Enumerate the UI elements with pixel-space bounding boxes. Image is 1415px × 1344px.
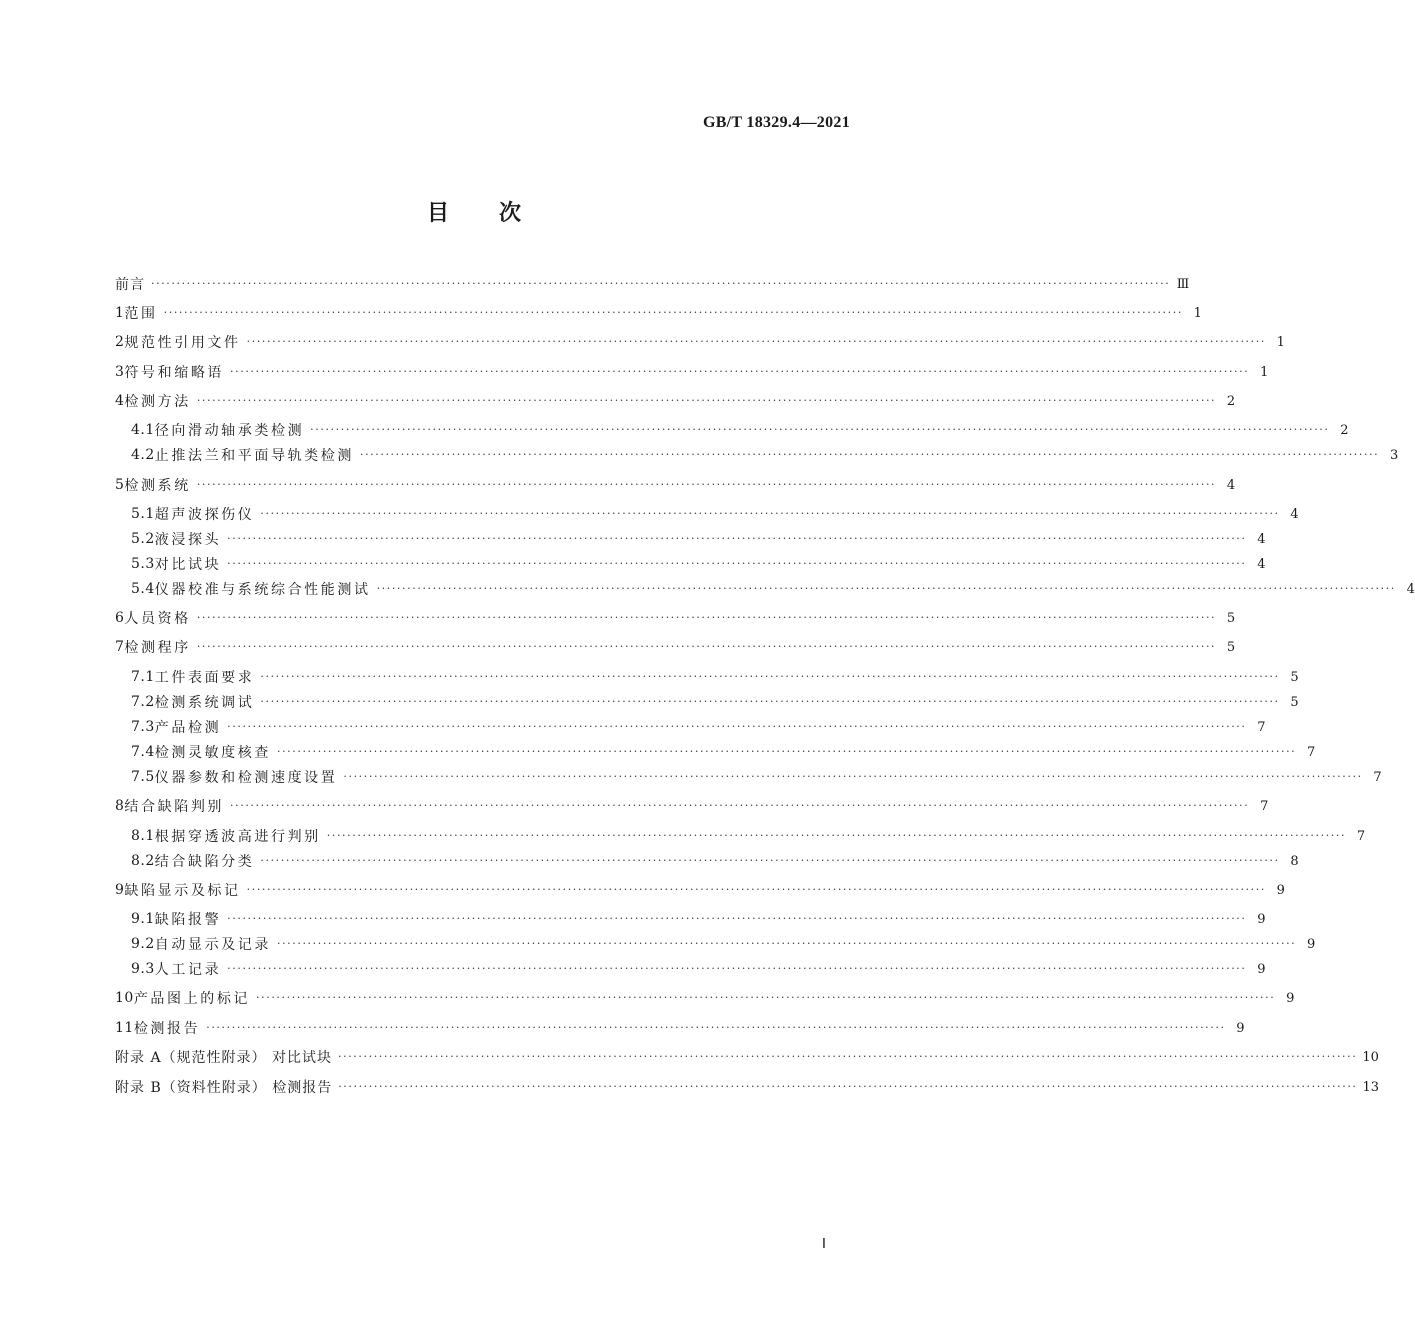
toc-entry-label: 前言 [115, 277, 145, 293]
toc-entry-label: 产品图上的标记 [133, 991, 251, 1007]
dot-leader: ········································································································································································································ [163, 306, 1183, 319]
toc-entry-number: 7.4 [131, 744, 155, 760]
toc-entry-number: 6 [115, 610, 125, 626]
page-title [0, 196, 950, 227]
dot-leader: ········································································································································································································ [276, 745, 1297, 758]
toc-entry-number: 5.2 [131, 531, 155, 547]
title-char-1: 目 [426, 201, 451, 226]
toc-entry-label: 产品检测 [154, 720, 222, 736]
toc-entry[interactable] [115, 443, 1399, 467]
toc-entry-label: 检测系统调试 [154, 695, 255, 711]
toc-entry-page: 1 [1276, 334, 1285, 350]
toc-entry[interactable] [115, 360, 1269, 384]
toc-entry[interactable] [115, 301, 1202, 325]
toc-entry-number: 10 [115, 990, 134, 1006]
toc-entry-page: 7 [1356, 828, 1366, 844]
toc-entry-label: 结合缺陷分类 [154, 854, 255, 870]
toc-entry-label: 止推法兰和平面导轨类检测 [154, 448, 354, 464]
toc-entry-label: 工件表面要求 [154, 670, 255, 686]
toc-entry-number: 4 [115, 393, 125, 409]
toc-entry[interactable] [115, 740, 1316, 764]
toc-entry-label: 检测方法 [124, 394, 191, 410]
dot-leader: ········································································································································································································ [230, 799, 1250, 812]
toc-entry-label: 自动显示及记录 [154, 937, 271, 953]
toc-entry-label: 结合缺陷判别 [124, 799, 225, 815]
toc-entry-label: 检测报告 [133, 1021, 201, 1037]
toc-entry-page: 4 [1257, 531, 1266, 547]
toc-entry-page: 5 [1226, 610, 1236, 626]
toc-entry-label: 根据穿透波高进行判别 [154, 829, 321, 845]
toc-entry-page: 7 [1307, 744, 1316, 760]
toc-entry[interactable] [115, 665, 1299, 689]
toc-entry-number: 7.2 [131, 694, 155, 710]
toc-entry-number: 5.4 [131, 581, 155, 597]
toc-entry-number: 9.3 [131, 961, 155, 977]
toc-entry-label: 仪器校准与系统综合性能测试 [154, 582, 371, 598]
toc-entry-number: 2 [115, 334, 125, 350]
dot-leader: ········································································································································································································ [151, 277, 1171, 290]
dot-leader: ········································································································································································································ [260, 507, 1280, 520]
dot-leader: ········································································································································································································ [260, 695, 1280, 708]
toc-entry[interactable] [115, 932, 1316, 956]
standard-number: GB/T 18329.4—2021 [702, 114, 850, 131]
toc-entry-label: 超声波探伤仪 [154, 507, 255, 523]
toc-entry[interactable] [115, 606, 1236, 630]
toc-entry-page: Ⅲ [1176, 276, 1190, 292]
toc-entry-page: 5 [1290, 694, 1299, 710]
toc-entry-number: 8.2 [131, 853, 155, 869]
dot-leader: ········································································································································································································ [256, 991, 1276, 1004]
toc-entry-number: 8.1 [131, 828, 155, 844]
toc-entry-label: 对比试块 [154, 557, 222, 573]
toc-entry[interactable] [115, 849, 1299, 873]
toc-entry-number: 1 [115, 305, 125, 321]
toc-entry-label: 规范性引用文件 [124, 335, 241, 351]
toc-entry[interactable] [115, 824, 1366, 848]
toc-entry[interactable] [115, 389, 1236, 413]
dot-leader: ········································································································································································································ [338, 1080, 1358, 1093]
toc-entry-page: 4 [1257, 556, 1266, 572]
dot-leader: ········································································································································································································ [227, 720, 1247, 733]
toc-entry-page: 9 [1257, 961, 1266, 977]
dot-leader: ········································································································································································································ [196, 611, 1217, 624]
toc-entry[interactable] [115, 552, 1266, 576]
dot-leader: ········································································································································································································ [196, 394, 1217, 407]
toc-entry[interactable] [115, 1075, 1380, 1099]
dot-leader: ········································································································································································································ [326, 829, 1347, 842]
toc-entry-page: 4 [1406, 581, 1415, 597]
toc-entry-page: 8 [1290, 853, 1299, 869]
toc-entry[interactable] [115, 907, 1266, 931]
toc-entry[interactable] [115, 1045, 1379, 1069]
dot-leader: ········································································································································································································ [196, 478, 1217, 491]
toc-entry[interactable] [115, 986, 1295, 1010]
toc-entry[interactable] [115, 1016, 1245, 1040]
toc-entry-number: 3 [115, 364, 125, 380]
dot-leader: ········································································································································································································ [260, 670, 1280, 683]
toc-entry-label: 液浸探头 [154, 532, 222, 548]
toc-entry-number: 9 [115, 882, 125, 898]
toc-entry[interactable] [115, 690, 1299, 714]
toc-entry-label: 缺陷显示及标记 [124, 883, 241, 899]
toc-entry[interactable] [115, 527, 1266, 551]
toc-entry-page: 9 [1236, 1020, 1245, 1036]
toc-entry-label: 范围 [124, 306, 158, 322]
toc-entry-page: 7 [1373, 769, 1382, 785]
dot-leader: ········································································································································································································ [227, 912, 1247, 925]
toc-entry[interactable] [115, 635, 1236, 659]
toc-entry-page: 9 [1307, 936, 1316, 952]
dot-leader: ········································································································································································································ [260, 854, 1280, 867]
toc-entry-page: 5 [1226, 639, 1236, 655]
toc-entry-number: 5.1 [131, 506, 155, 522]
dot-leader: ········································································································································································································ [196, 640, 1217, 653]
dot-leader: ········································································································································································································ [206, 1021, 1226, 1034]
toc-entry-page: 9 [1286, 990, 1295, 1006]
toc-entry-page: 1 [1193, 305, 1202, 321]
toc-entry-number: 7.1 [131, 669, 155, 685]
toc-entry-number: 7.5 [131, 769, 155, 785]
toc-entry-number: 11 [115, 1020, 134, 1036]
toc-entry-page: 1 [1260, 364, 1269, 380]
toc-entry[interactable] [115, 272, 1190, 296]
toc-entry-label: 人员资格 [124, 611, 191, 627]
toc-entry-label: 缺陷报警 [154, 912, 222, 928]
dot-leader: ········································································································································································································ [227, 557, 1247, 570]
dot-leader: ········································································································································································································ [230, 365, 1250, 378]
dot-leader: ········································································································································································································ [343, 770, 1363, 783]
toc-entry-number: 4.1 [131, 422, 155, 438]
toc-entry[interactable] [115, 878, 1285, 902]
toc-entry-page: 13 [1362, 1079, 1380, 1095]
toc-entry-label: 符号和缩略语 [124, 365, 225, 381]
dot-leader: ········································································································································································································ [276, 937, 1297, 950]
dot-leader: ········································································································································································································ [310, 423, 1330, 436]
dot-leader: ········································································································································································································ [376, 582, 1396, 595]
toc-entry[interactable] [115, 957, 1266, 981]
dot-leader: ········································································································································································································ [359, 448, 1380, 461]
toc-entry-number: 8 [115, 798, 125, 814]
toc-entry[interactable] [115, 473, 1236, 497]
dot-leader: ········································································································································································································ [246, 335, 1266, 348]
toc-entry-label: 检测灵敏度核查 [154, 745, 271, 761]
toc-entry[interactable] [115, 794, 1269, 818]
dot-leader: ········································································································································································································ [338, 1050, 1358, 1063]
toc-entry-page: 5 [1290, 669, 1299, 685]
dot-leader: ········································································································································································································ [227, 962, 1247, 975]
toc-entry-page: 9 [1257, 911, 1266, 927]
toc-entry-page: 7 [1260, 798, 1269, 814]
dot-leader: ········································································································································································································ [227, 532, 1247, 545]
dot-leader: ········································································································································································································ [246, 883, 1266, 896]
toc-entry[interactable] [115, 418, 1349, 442]
toc-entry-page: 2 [1340, 422, 1349, 438]
toc-entry-number: 9.1 [131, 911, 155, 927]
toc-entry[interactable] [115, 765, 1382, 789]
toc-entry-page: 7 [1257, 719, 1266, 735]
toc-entry-number: 5 [115, 477, 125, 493]
toc-entry[interactable] [115, 502, 1299, 526]
toc-entry-label: 附录 B（资料性附录） 检测报告 [115, 1080, 333, 1096]
toc-entry-label: 人工记录 [154, 962, 222, 978]
toc-entry-page: 4 [1226, 477, 1236, 493]
title-char-2: 次 [499, 201, 524, 226]
toc-entry-label: 附录 A（规范性附录） 对比试块 [115, 1050, 333, 1066]
toc-entry-number: 5.3 [131, 556, 155, 572]
toc-entry-label: 检测程序 [124, 640, 191, 656]
toc-entry[interactable] [115, 577, 1415, 601]
toc-entry-number: 4.2 [131, 447, 155, 463]
toc-entry-page: 10 [1362, 1049, 1379, 1065]
toc-entry-label: 检测系统 [124, 478, 191, 494]
toc-entry-number: 9.2 [131, 936, 155, 952]
toc-entry-page: 2 [1226, 393, 1236, 409]
toc-entry[interactable] [115, 715, 1266, 739]
toc-entry-number: 7 [115, 639, 125, 655]
toc-entry-number: 7.3 [131, 719, 155, 735]
page-number: Ⅰ [821, 1237, 826, 1252]
toc-entry-page: 3 [1390, 447, 1399, 463]
toc-entry-page: 4 [1290, 506, 1299, 522]
toc-entry-label: 径向滑动轴承类检测 [154, 423, 305, 439]
toc-entry-page: 9 [1276, 882, 1285, 898]
toc-entry[interactable] [115, 330, 1285, 354]
toc-entry-label: 仪器参数和检测速度设置 [154, 770, 338, 786]
